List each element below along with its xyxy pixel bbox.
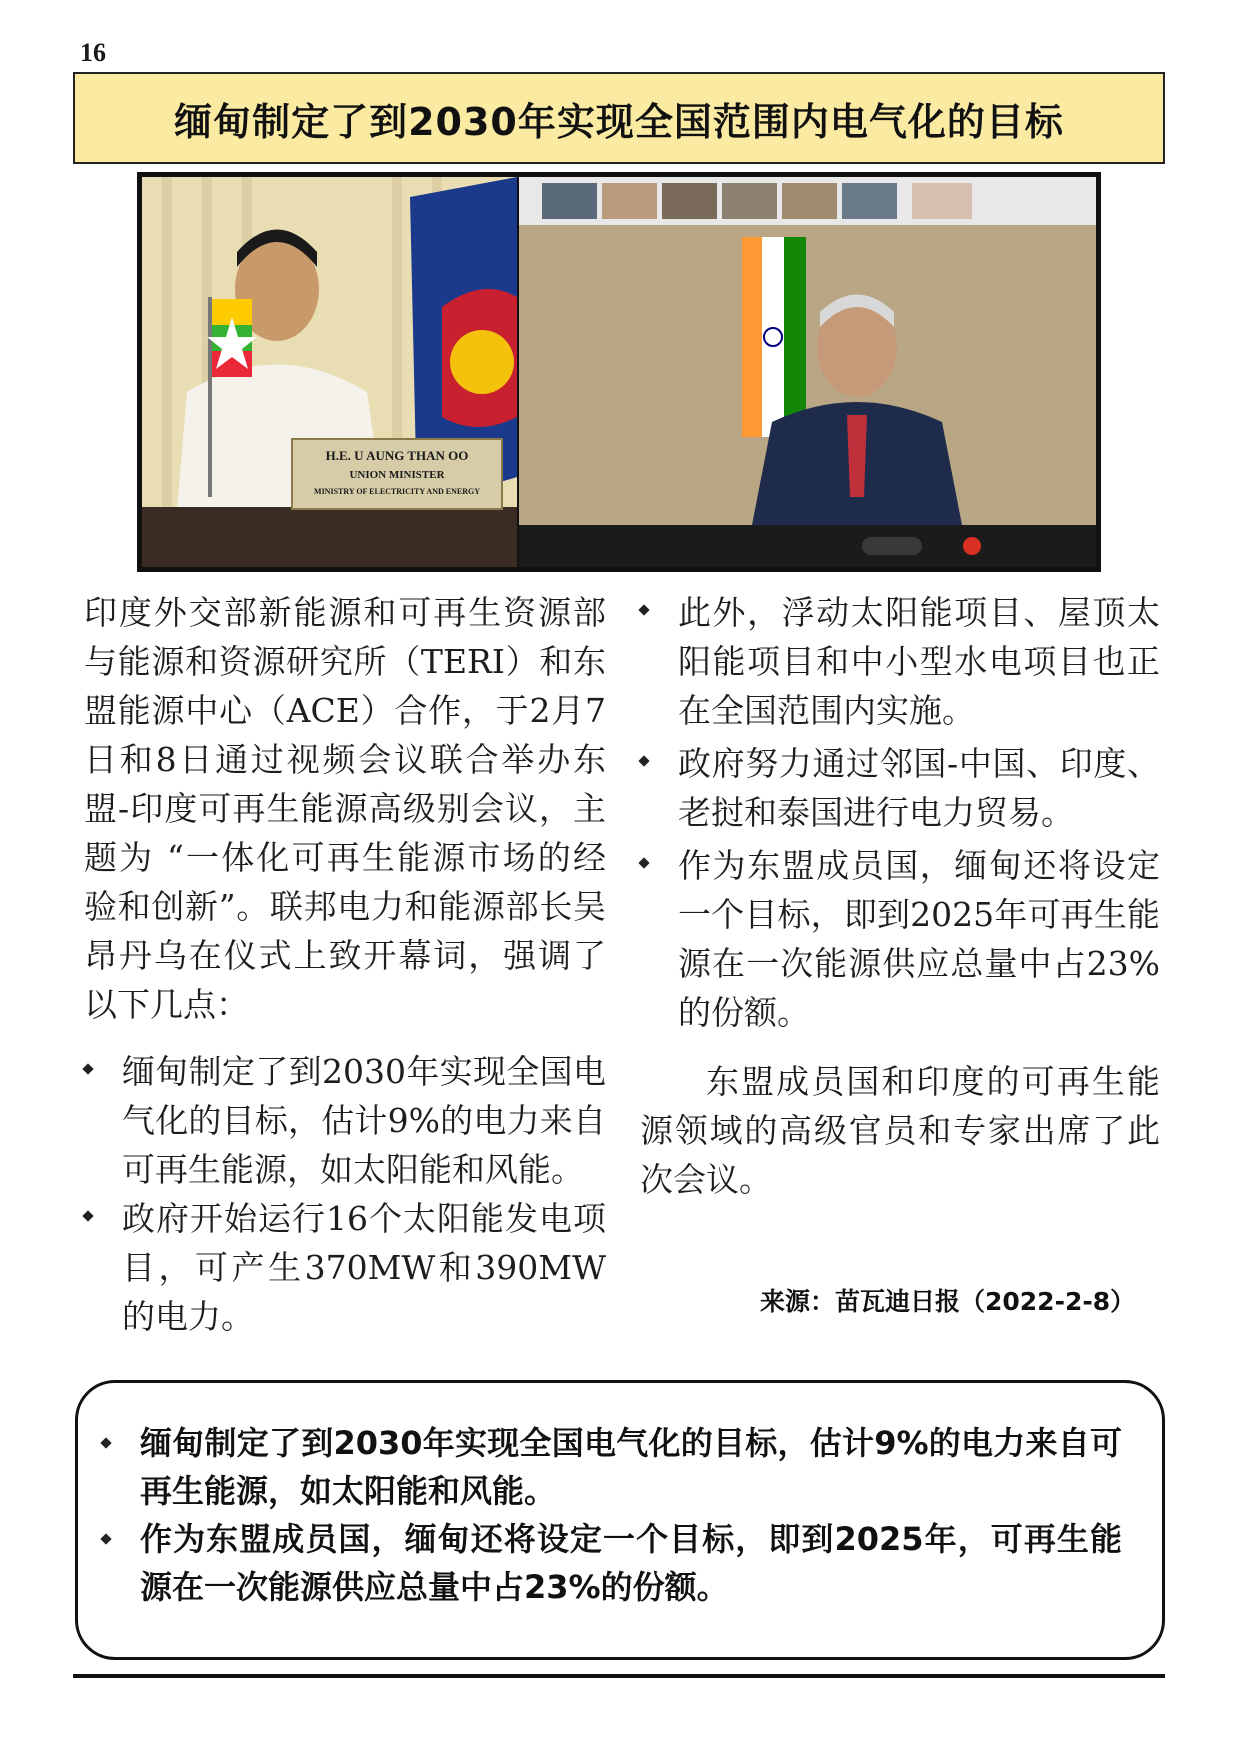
list-item — [640, 841, 1160, 1037]
desk — [142, 507, 517, 567]
summary-box — [75, 1380, 1165, 1660]
summary-text: 作为东盟成员国，缅甸还将设定一个目标，即到2025年，可再生能源在一次能源供应总量中占23%的份额。 — [140, 1520, 1122, 1606]
india-flag-green — [784, 237, 806, 437]
diamond-bullet-icon — [100, 1437, 111, 1448]
meeting-toolbar — [519, 525, 1096, 567]
list-item — [84, 1194, 606, 1341]
list-item — [640, 588, 1160, 735]
title-banner — [73, 72, 1165, 164]
right-bullet-list — [640, 588, 1160, 1037]
list-item — [84, 1047, 606, 1194]
nameplate-line2: UNION MINISTER — [349, 469, 445, 481]
bullet-text: 政府开始运行16个太阳能发电项目，可产生370MW和390MW的电力。 — [122, 1199, 606, 1336]
end-call-icon — [963, 537, 981, 555]
nameplate-line1: H.E. U AUNG THAN OO — [325, 448, 469, 463]
left-bullet-list — [84, 1047, 606, 1341]
list-item — [640, 739, 1160, 837]
india-flag-white — [762, 237, 784, 437]
toolbar-button — [862, 537, 922, 555]
bullet-text: 缅甸制定了到2030年实现全国电气化的目标，估计9%的电力来自可再生能源，如太阳能和风能。 — [122, 1052, 606, 1189]
source-citation: 来源：苗瓦迪日报（2022-2-8） — [760, 1287, 1136, 1316]
right-column — [640, 588, 1160, 1204]
diamond-bullet-icon — [638, 857, 649, 868]
asean-flag-circle — [450, 330, 514, 394]
summary-text: 缅甸制定了到2030年实现全国电气化的目标，估计9%的电力来自可再生能源，如太阳能和风能。 — [140, 1424, 1122, 1510]
page-number: 16 — [80, 38, 106, 67]
diamond-bullet-icon — [638, 604, 649, 615]
diamond-bullet-icon — [100, 1533, 111, 1544]
left-column — [84, 588, 606, 1341]
summary-bullet-list — [98, 1419, 1122, 1611]
diamond-bullet-icon — [82, 1210, 93, 1221]
article-photo — [137, 172, 1101, 572]
bullet-text: 作为东盟成员国，缅甸还将设定一个目标，即到2025年可再生能源在一次能源供应总量中占23%的份额。 — [678, 846, 1160, 1032]
bullet-text: 政府努力通过邻国-中国、印度、老挝和泰国进行电力贸易。 — [678, 744, 1160, 832]
list-item — [98, 1515, 1122, 1611]
footer-rule — [73, 1674, 1165, 1678]
diamond-bullet-icon — [82, 1063, 93, 1074]
closing-paragraph: 东盟成员国和印度的可再生能源领域的高级官员和专家出席了此次会议。 — [640, 1062, 1160, 1199]
photo-illustration — [142, 177, 1096, 567]
diamond-bullet-icon — [638, 755, 649, 766]
nameplate-line3: MINISTRY OF ELECTRICITY AND ENERGY — [314, 487, 480, 496]
bullet-text: 此外，浮动太阳能项目、屋顶太阳能项目和中小型水电项目也正在全国范围内实施。 — [678, 593, 1160, 730]
article-title: 缅甸制定了到2030年实现全国范围内电气化的目标 — [174, 99, 1064, 144]
intro-paragraph: 印度外交部新能源和可再生资源部与能源和资源研究所（TERI）和东盟能源中心（ACE）合作，于2月7日和8日通过视频会议联合举办东盟-印度可再生能源高级别会议，主题为 “一体化可再生能源市场的经验和创新”。联邦电力和能源部长吴昂丹乌在仪式上致开幕词，强调了以下几点： — [84, 593, 606, 1024]
list-item — [98, 1419, 1122, 1515]
official-tie — [847, 415, 867, 497]
